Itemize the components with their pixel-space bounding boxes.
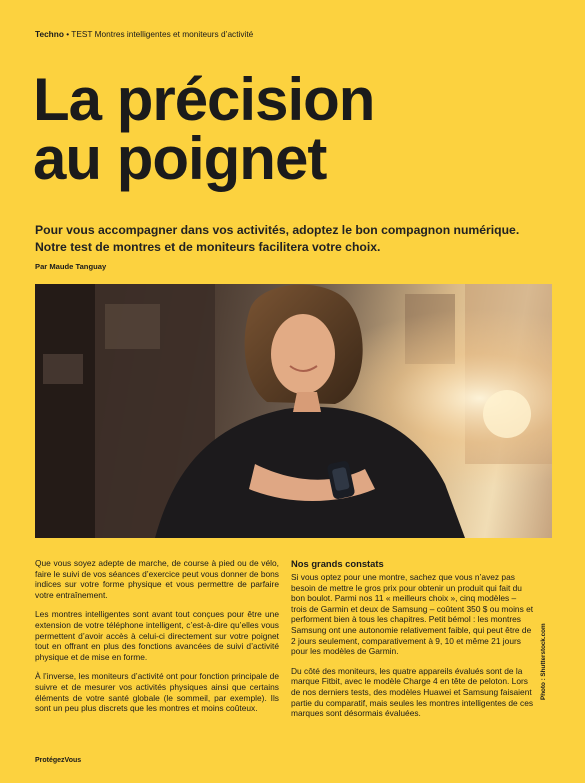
- title-line-1: La précision: [33, 66, 375, 133]
- section-kicker: [35, 29, 253, 39]
- title-line-2: au poignet: [33, 125, 327, 192]
- article-body-left: [35, 558, 279, 723]
- photo-credit: Photo : Shutterstock.com: [540, 623, 547, 700]
- article-body-right: [291, 558, 534, 728]
- body-paragraph: Si vous optez pour une montre, sachez que vous n’avez pas besoin de mettre le gros prix pour obtenir un produit qui fait du bon boulot. Parmi nos 11 « meilleurs choix », cinq modèles – trois de Garmin et deux de Samsung – coûtent 350 $ ou moins et performent bien à tous les chapitres. Petit bémol : les montres Samsung ont une autonomie relativement faible, qui peut être de 2 jours seulement, comparativement à 9, 10 et même 21 jours pour les modèles de Garmin.: [291, 572, 534, 657]
- publication-footer: ProtégezVous: [35, 757, 82, 764]
- article-photo: [35, 284, 552, 538]
- body-paragraph: Les montres intelligentes sont avant tout conçues pour être une extension de votre téléphone intelligent, c’est-à-dire qu’elles vous permettent d’avoir accès à celui-ci directement sur votre poignet tout en offrant en plus des fonctions avancées de suivi d’activité physique et de mise en forme.: [35, 609, 279, 662]
- page-title: [33, 66, 375, 192]
- kicker-separator: •: [66, 29, 70, 39]
- section-subhead: Nos grands constats: [291, 558, 384, 569]
- topic-label: TEST Montres intelligentes et moniteurs d’activité: [71, 29, 254, 39]
- woman-checking-smartwatch-photo: [35, 284, 552, 538]
- section-label: Techno: [35, 29, 64, 39]
- body-paragraph: Que vous soyez adepte de marche, de course à pied ou de vélo, faire le suivi de vos séances d’exercice peut vous donner de bons indices sur votre forme physique et vous permettre de parfaire votre entraînement.: [35, 558, 279, 600]
- byline: Par Maude Tanguay: [35, 262, 107, 271]
- article-deck: Pour vous accompagner dans vos activités, adoptez le bon compagnon numérique. Notre test de montres et de moniteurs facilitera votre choix.: [35, 223, 520, 254]
- body-paragraph: À l’inverse, les moniteurs d’activité ont pour fonction principale de suivre et de mesurer vos activités physiques ainsi que certains éléments de votre santé globale (le sommeil, par exemple). Ils sont un peu plus discrets que les montres et moins coûteux.: [35, 671, 279, 714]
- body-paragraph: Du côté des moniteurs, les quatre appareils évalués sont de la marque Fitbit, avec le modèle Charge 4 en tête de peloton. Lors de nos derniers tests, des modèles Huawei et Samsung faisaient partie du comparatif, mais seules les montres intelligentes de ces marques sont désormais évaluées.: [291, 665, 534, 719]
